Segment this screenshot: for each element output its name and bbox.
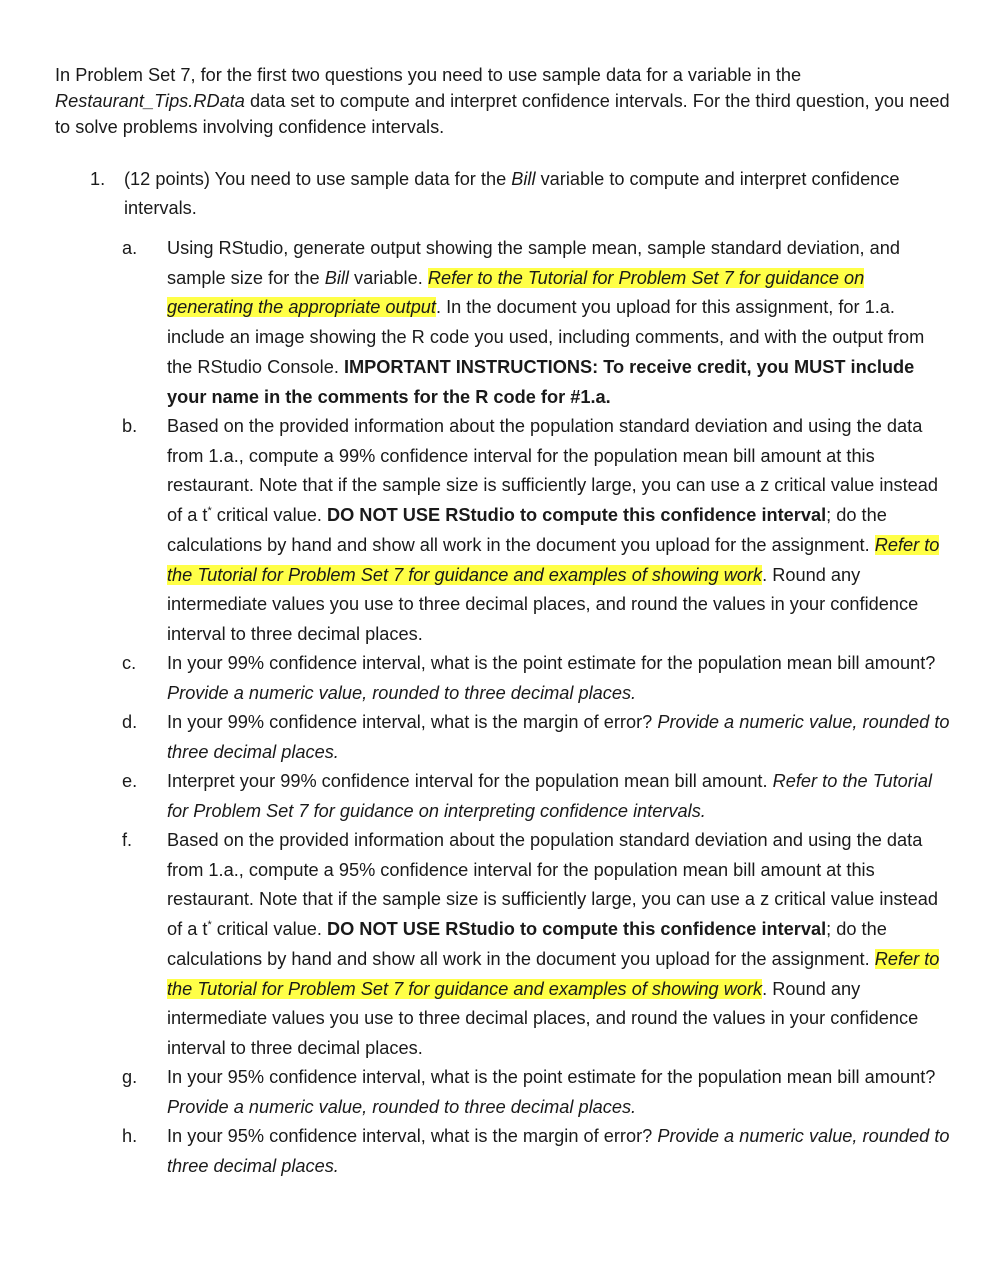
- question-1-text-1: (12 points) You need to use sample data for the: [124, 169, 512, 189]
- item-b-text-2: critical value.: [211, 505, 327, 526]
- item-f-text-4: . Round any intermediate values you use to three decimal places, and round the values in your confidence interval to three decimal places.: [167, 978, 919, 1058]
- item-a-text-2: variable.: [348, 267, 428, 288]
- item-f-letter: f.: [122, 830, 133, 850]
- item-e-text: [167, 767, 952, 826]
- item-f-text-3: ; do the calculations by hand and show all work in the document you upload for the assignment.: [167, 919, 887, 969]
- item-b-text-3: ; do the calculations by hand and show all work in the document you upload for the assignment.: [167, 505, 887, 555]
- item-c-letter: c.: [122, 653, 137, 673]
- item-d-text: [167, 708, 952, 767]
- item-h-text-1: In your 95% confidence interval, what is the margin of error?: [167, 1126, 658, 1146]
- item-c-text: [167, 649, 952, 708]
- item-h-letter: h.: [122, 1126, 138, 1146]
- item-a-text: [167, 234, 952, 412]
- intro-text-1: In Problem Set 7, for the first two questions you need to use sample data for a variable in the: [55, 65, 802, 85]
- item-d-letter: d.: [122, 712, 138, 732]
- question-1-text-2: variable to compute and interpret confidence intervals.: [124, 169, 900, 218]
- item-g-text: [167, 1063, 952, 1122]
- item-f-superscript: *: [207, 919, 212, 932]
- item-f-text: [167, 826, 952, 1064]
- item-h-text: [167, 1122, 952, 1181]
- item-f-text-2: critical value.: [211, 919, 327, 940]
- question-1-number: 1.: [90, 169, 106, 189]
- item-g-letter: g.: [122, 1067, 138, 1087]
- item-e-text-1: Interpret your 99% confidence interval for the population mean bill amount.: [167, 771, 773, 791]
- item-c-italic: Provide a numeric value, rounded to three decimal places.: [167, 682, 637, 703]
- item-b-text: [167, 412, 952, 650]
- item-c-text-1: In your 99% confidence interval, what is the point estimate for the population mean bill amount?: [167, 653, 936, 673]
- item-g-italic: Provide a numeric value, rounded to three decimal places.: [167, 1096, 637, 1117]
- dataset-name: Restaurant_Tips.RData: [55, 91, 245, 111]
- item-d-text-1: In your 99% confidence interval, what is the margin of error?: [167, 712, 658, 732]
- item-f-text-1: Based on the provided information about the population standard deviation and using the data from 1.a., compute a 95% confidence interval for the population mean bill amount at this restaurant. Note that if the sample size is sufficiently large, you can use a z critical value instead of a t: [167, 830, 938, 940]
- item-a-text-3: . In the document you upload for this assignment, for 1.a. include an image showing the R code you used, including comments, and with the output from the RStudio Console.: [167, 297, 925, 377]
- item-b-bold: DO NOT USE RStudio to compute this confidence interval: [326, 505, 827, 526]
- item-b-text-1: Based on the provided information about the population standard deviation and using the data from 1.a., compute a 99% confidence interval for the population mean bill amount at this restaurant. Note that if the sample size is sufficiently large, you can use a z critical value instead of a t: [167, 416, 938, 526]
- question-1-variable: Bill: [511, 169, 536, 189]
- intro-paragraph: [55, 62, 955, 140]
- item-b-letter: b.: [122, 416, 138, 436]
- item-f-bold: DO NOT USE RStudio to compute this confidence interval: [326, 919, 827, 940]
- item-a-letter: a.: [122, 238, 138, 258]
- item-h-italic: Provide a numeric value, rounded to three decimal places.: [167, 1126, 950, 1176]
- item-a-variable: Bill: [324, 267, 349, 288]
- item-f-highlight: Refer to the Tutorial for Problem Set 7 for guidance and examples of showing work: [167, 948, 940, 999]
- item-a-important: IMPORTANT INSTRUCTIONS: To receive credit, you MUST include your name in the comments for the R code for #1.a.: [167, 356, 915, 407]
- item-b-superscript: *: [207, 505, 212, 518]
- question-1-text: [124, 165, 924, 223]
- item-b-highlight: Refer to the Tutorial for Problem Set 7 for guidance and examples of showing work: [167, 534, 940, 585]
- item-d-italic: Provide a numeric value, rounded to three decimal places.: [167, 712, 950, 762]
- item-b-text-4: . Round any intermediate values you use to three decimal places, and round the values in your confidence interval to three decimal places.: [167, 564, 919, 644]
- item-e-letter: e.: [122, 771, 138, 791]
- item-a-highlight: Refer to the Tutorial for Problem Set 7 for guidance on generating the appropriate output: [167, 267, 865, 318]
- intro-text-2: data set to compute and interpret confidence intervals. For the third question, you need to solve problems involving confidence intervals.: [55, 91, 950, 137]
- item-a-text-1: Using RStudio, generate output showing the sample mean, sample standard deviation, and sample size for the: [167, 238, 901, 288]
- item-e-italic: Refer to the Tutorial for Problem Set 7 for guidance on interpreting confidence intervals.: [167, 771, 932, 821]
- item-g-text-1: In your 95% confidence interval, what is the point estimate for the population mean bill amount?: [167, 1067, 936, 1087]
